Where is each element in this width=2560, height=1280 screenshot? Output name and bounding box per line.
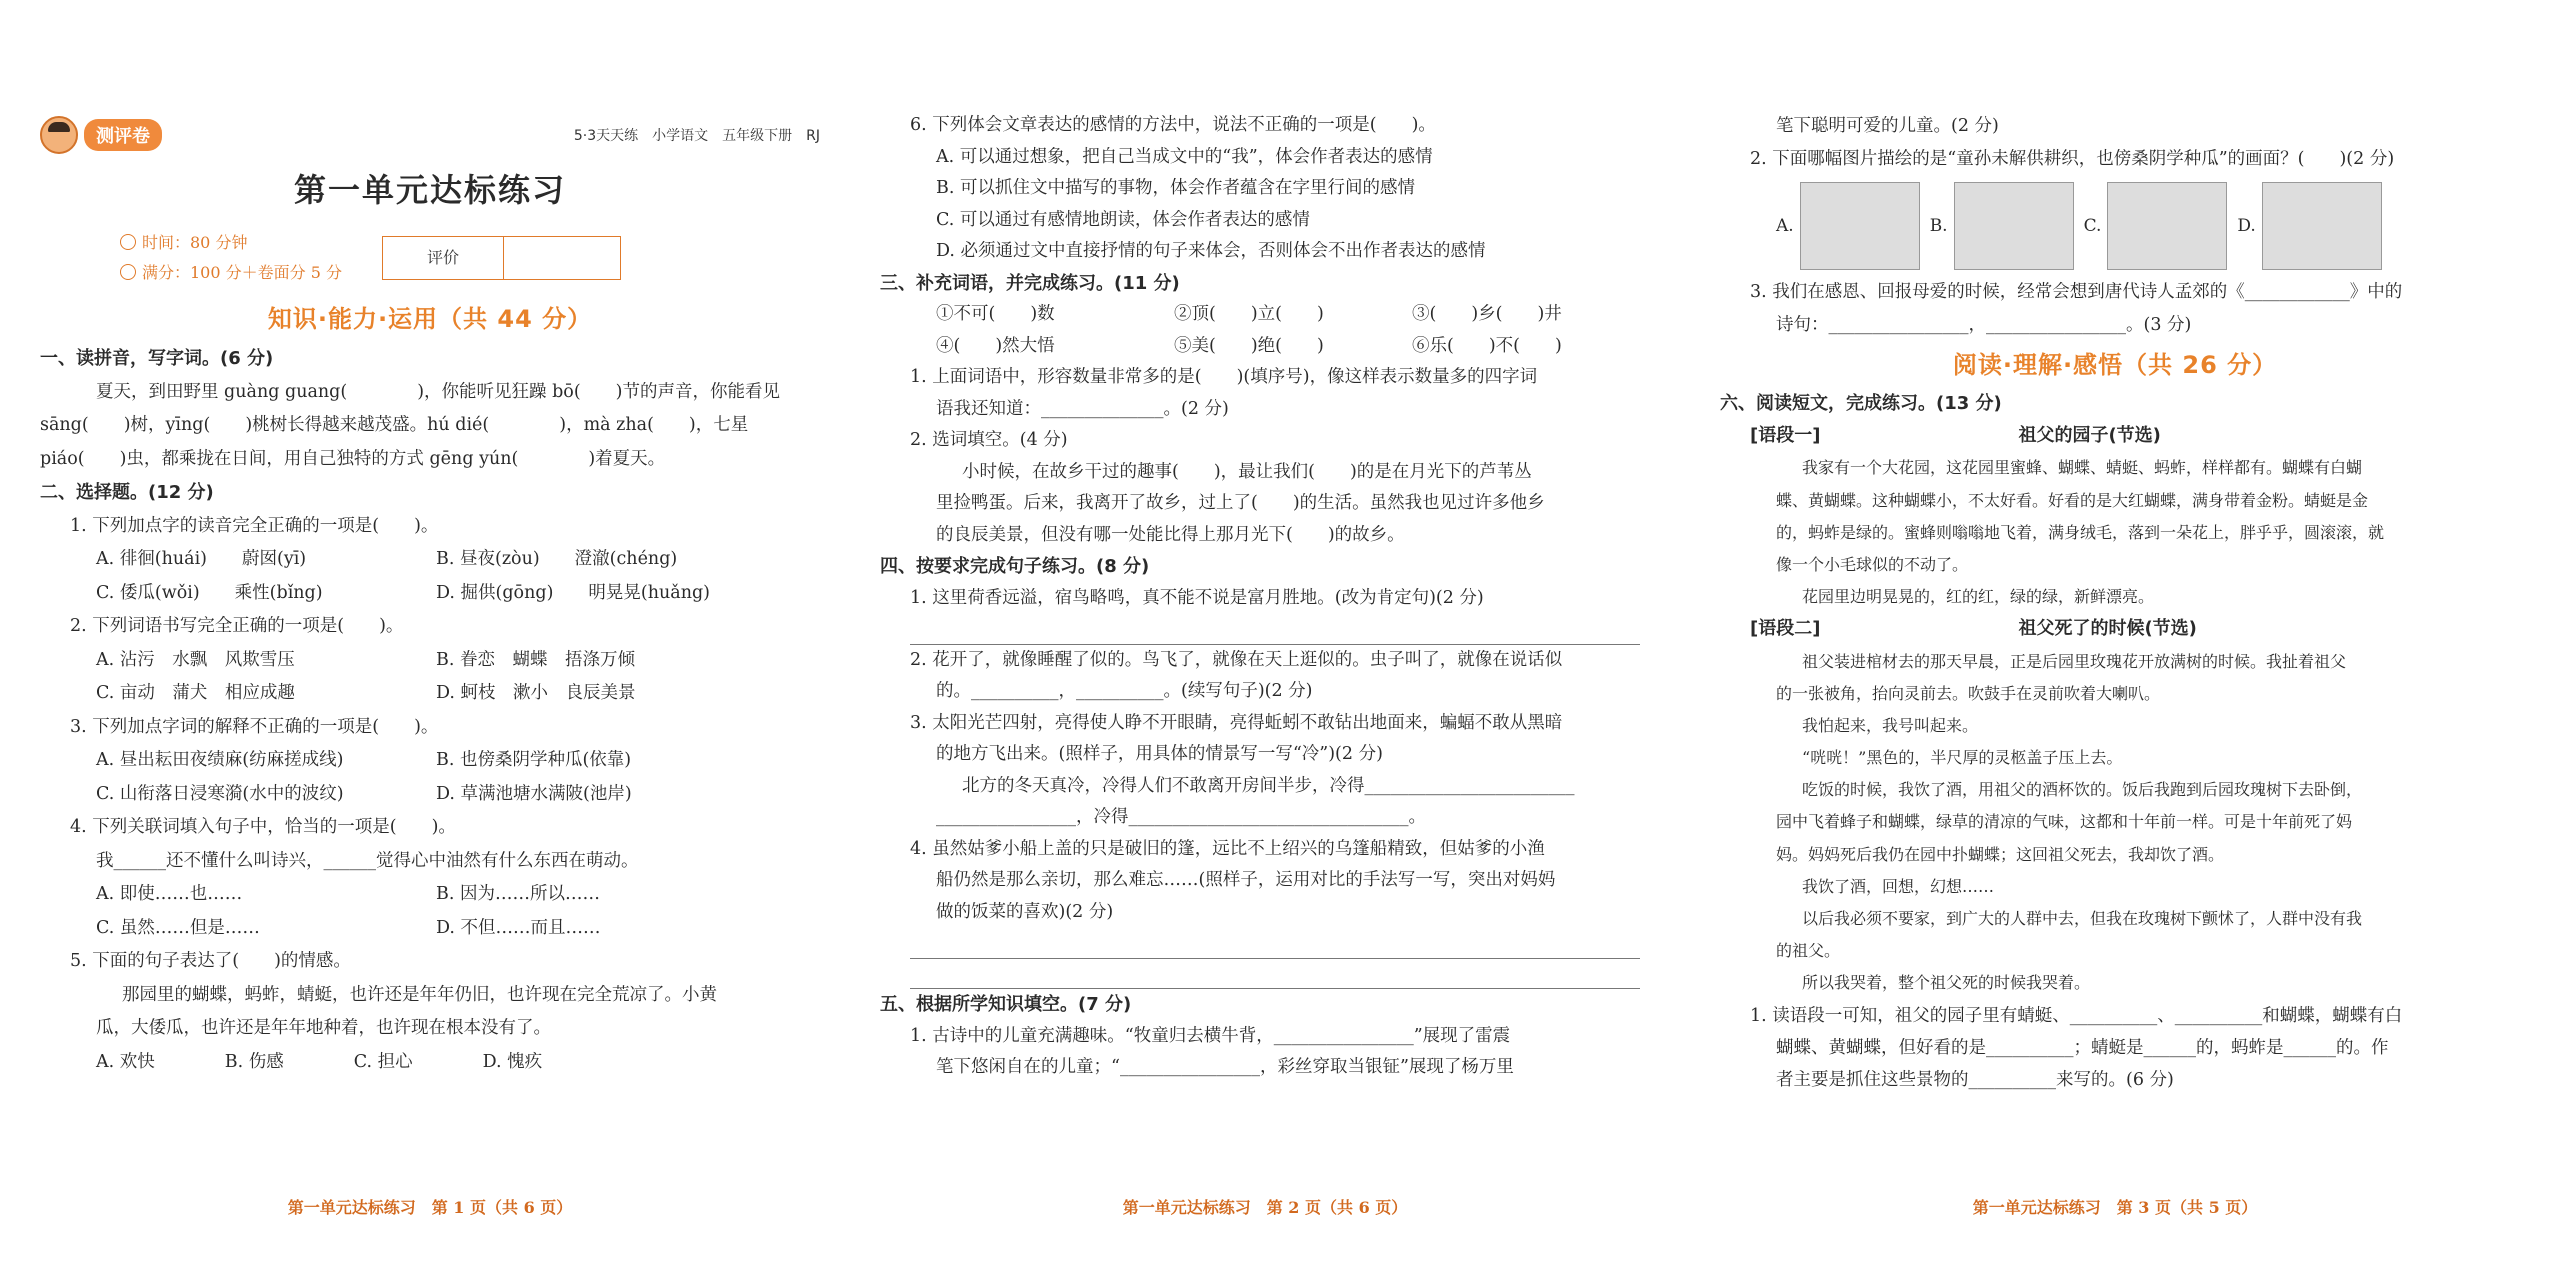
text-line: C. 可以通过有感情地朗读，体会作者表达的感情	[936, 209, 1310, 230]
options-row	[40, 577, 820, 611]
page-1-footer: 第一单元达标练习 第 1 页（共 6 页）	[287, 1198, 573, 1217]
picture-option[interactable]	[2084, 182, 2228, 270]
clock-icon	[120, 234, 136, 250]
text-line: 祖父装进棺材去的那天早晨，正是后园里玫瑰花开放满树的时候。我扯着祖父	[1802, 651, 2347, 671]
option-item: C. 倭瓜(wǒi) 乘性(bǐng)	[96, 582, 323, 603]
text-line: 园中飞着蜂子和蝴蝶，绿草的清凉的气味，这都和十年前一样。可是十年前死了妈	[1776, 812, 2353, 832]
question-heading: [语段一] 祖父的园子(节选)	[1750, 425, 2161, 447]
picture-option-label: A.	[1776, 216, 1794, 236]
text-line: 我饮了酒，回想，幻想……	[1802, 876, 1995, 896]
text-line: B. 可以抓住文中描写的事物，体会作者蕴含在字里行间的感情	[936, 178, 1415, 198]
section-title-knowledge: 知识·能力·运用（共 44 分）	[267, 305, 593, 333]
answer-line[interactable]	[910, 614, 1640, 645]
text-line: 以后我必须不要家，到广大的人群中去，但我在玫瑰树下颤怵了，人群中没有我	[1802, 909, 2363, 928]
option-item: ③( )乡( )井	[1412, 304, 1562, 324]
text-line: 里捡鸭蛋。后来，我离开了故乡，过上了( )的生活。虽然我也见过许多他乡	[936, 493, 1545, 513]
check-icon	[120, 264, 136, 280]
text-line: 小时候，在故乡干过的趣事( )，最让我们( )的是在月光下的芦苇丛	[962, 461, 1532, 482]
text-line: 2. 下列词语书写完全正确的一项是( )。	[70, 616, 404, 636]
text-line: 瓜，大倭瓜，也许还是年年地种着，也许现在根本没有了。	[96, 1018, 551, 1038]
page-2-body	[880, 110, 1650, 1084]
text-line: sāng( )树，yīng( )桃树长得越来越茂盛。hú dié( )，mà zha( )，七星	[40, 415, 749, 435]
question-heading: 六、阅读短文，完成练习。(13 分)	[1720, 393, 2002, 414]
options-row	[40, 543, 820, 577]
text-line: 语我还知道：______________。(2 分)	[936, 398, 1229, 419]
page-3-footer: 第一单元达标练习 第 3 页（共 5 页）	[1972, 1198, 2258, 1217]
text-line: 笔下悠闲自在的儿童；“________________，彩丝穿取当银钲”展现了杨万里	[936, 1057, 1514, 1077]
question-heading: 五、根据所学知识填空。(7 分)	[880, 994, 1132, 1015]
text-line: 我______还不懂什么叫诗兴，______觉得心中油然有什么东西在萌动。	[96, 850, 639, 871]
question-heading: 二、选择题。(12 分)	[40, 482, 214, 503]
text-line: 的祖父。	[1776, 941, 1841, 961]
text-line: ________________，冷得________________________________。	[936, 807, 1426, 827]
options-row	[880, 331, 1650, 363]
text-line: 1. 这里荷香远溢，宿鸟略鸣，真不能不说是富月胜地。(改为肯定句)(2 分)	[910, 587, 1484, 608]
text-line: 3. 下列加点字词的解释不正确的一项是( )。	[70, 716, 439, 737]
text-line: 我家有一个大花园，这花园里蜜蜂、蝴蝶、蜻蜓、蚂蚱，样样都有。蝴蝶有白蝴	[1802, 458, 2363, 478]
text-line: 1. 古诗中的儿童充满趣味。“牧童归去横牛背，________________”展现了雷震	[910, 1025, 1511, 1046]
picture-option-label: B.	[1929, 216, 1948, 236]
text-line: 3. 太阳光芒四射，亮得使人睁不开眼睛，亮得蚯蚓不敢钻出地面来，蝙蝠不敢从黑暗	[910, 712, 1563, 733]
page-1	[40, 110, 820, 1220]
text-line: 诗句：________________，________________。(3 分)	[1776, 315, 2192, 335]
text-line: 做的饭菜的喜欢)(2 分)	[936, 901, 1114, 922]
option-item: C. 山衔落日浸寒漪(水中的波纹)	[96, 783, 344, 804]
badge-label: 测评卷	[84, 119, 162, 151]
option-item: C. 虽然……但是……	[96, 917, 260, 938]
picture-option[interactable]	[1930, 182, 2074, 270]
option-item: A. 昼出耘田夜绩麻(纺麻搓成线)	[96, 750, 344, 770]
options-row	[40, 912, 820, 946]
option-item: A. 即使……也……	[96, 884, 243, 904]
page-3-mid	[1720, 276, 2510, 342]
text-line: 6. 下列体会文章表达的感情的方法中，说法不正确的一项是( )。	[910, 115, 1436, 135]
option-item: D. 草满池塘水满陂(池岸)	[436, 783, 632, 804]
text-line: 的。__________，__________。(续写句子)(2 分)	[936, 681, 1313, 701]
text-line: A. 可以通过想象，把自己当成文中的“我”，体会作者表达的感情	[936, 146, 1433, 167]
score-text: 满分：100 分＋卷面分 5 分	[142, 263, 342, 282]
option-item: ①不可( )数	[936, 304, 1055, 324]
answer-line[interactable]	[910, 928, 1640, 959]
option-item: D. 掘供(gōng) 明晃晃(huǎng)	[436, 582, 711, 603]
page-1-header	[40, 110, 820, 160]
text-line: 北方的冬天真冷，冷得人们不敢离开房间半步，冷得________________________	[962, 775, 1575, 796]
illustration-icon	[2262, 182, 2382, 270]
girl-avatar-icon	[40, 116, 78, 154]
text-line: A. 欢快 B. 伤感 C. 担心 D. 愧疚	[96, 1051, 543, 1072]
page-2-footer: 第一单元达标练习 第 2 页（共 6 页）	[1122, 1198, 1408, 1217]
text-line: 的良辰美景，但没有哪一处能比得上那月光下( )的故乡。	[936, 524, 1405, 545]
text-line: 1. 上面词语中，形容数量非常多的是( )(填序号)，像这样表示数量多的四字词	[910, 367, 1538, 387]
text-line: D. 必须通过文中直接抒情的句子来体会，否则体会不出作者表达的感情	[936, 241, 1486, 261]
options-row	[40, 744, 820, 778]
options-row	[40, 677, 820, 711]
illustration-icon	[1954, 182, 2074, 270]
option-item: A. 沾污 水飘 风欺雪压	[96, 649, 295, 670]
eval-label: 评价	[383, 237, 504, 279]
option-item: ⑤美( )绝( )	[1174, 335, 1324, 356]
text-line: piáo( )虫，都乘拢在日间，用自己独特的方式 gēng yún( )着夏天。	[40, 448, 666, 469]
text-line: 所以我哭着，整个祖父死的时候我哭着。	[1802, 973, 2091, 993]
book-info: 5·3天天练 小学语文 五年级下册 RJ	[573, 128, 820, 144]
option-item: ④( )然大悟	[936, 335, 1055, 356]
text-line: 那园里的蝴蝶，蚂蚱，蜻蜓，也许还是年年仍旧，也许现在完全荒凉了。小黄	[122, 984, 717, 1005]
question-heading: 四、按要求完成句子练习。(8 分)	[880, 556, 1150, 577]
option-item: B. 也傍桑阴学种瓜(依靠)	[436, 750, 632, 770]
illustration-icon	[2107, 182, 2227, 270]
text-line: 笔下聪明可爱的儿童。(2 分)	[1776, 116, 1999, 136]
text-line: 5. 下面的句子表达了( )的情感。	[70, 951, 351, 971]
options-row	[40, 644, 820, 678]
text-line: 3. 我们在感恩、回报母爱的时候，经常会想到唐代诗人孟郊的《____________》中的	[1750, 282, 2403, 302]
options-row	[40, 878, 820, 912]
text-line: 2. 花开了，就像睡醒了似的。鸟飞了，就像在天上逛似的。虫子叫了，就像在说话似	[910, 649, 1563, 670]
option-item: B. 因为……所以……	[436, 884, 600, 904]
page-2	[880, 110, 1650, 1220]
text-line: 1. 下列加点字的读音完全正确的一项是( )。	[70, 515, 439, 536]
text-line: “咣咣！”黑色的，半尺厚的灵柩盖子压上去。	[1802, 748, 2123, 768]
answer-line[interactable]	[910, 959, 1640, 990]
text-line: 船仍然是那么亲切，那么难忘……(照样子，运用对比的手法写一写，突出对妈妈	[936, 870, 1556, 890]
page-3	[1720, 110, 2510, 1220]
page-3-top	[1720, 110, 2510, 176]
badge	[40, 116, 162, 154]
text-line: 者主要是抓住这些景物的__________来写的。(6 分)	[1776, 1069, 2174, 1090]
picture-options	[1720, 176, 2510, 276]
text-line: 吃饭的时候，我饮了酒，用祖父的酒杯饮的。饭后我跑到后园玫瑰树下去卧倒，	[1802, 780, 2363, 800]
options-row	[40, 778, 820, 812]
option-item: ②顶( )立( )	[1174, 304, 1324, 324]
option-item: C. 亩动 蒲犬 相应成趣	[96, 683, 295, 703]
text-line: 4. 下列关联词填入句子中，恰当的一项是( )。	[70, 817, 456, 837]
section-title-reading: 阅读·理解·感悟（共 26 分）	[1952, 351, 2278, 379]
question-heading: 三、补充词语，并完成练习。(11 分)	[880, 272, 1180, 294]
text-line: 蝴蝶、黄蝴蝶，但好看的是__________；蜻蜓是______的，蚂蚱是______的。作	[1776, 1037, 2389, 1058]
eval-box	[382, 236, 621, 280]
text-line: 的地方飞出来。(照样子，用具体的情景写一写“冷”)(2 分)	[936, 744, 1383, 764]
options-row	[880, 299, 1650, 331]
text-line: 1. 读语段一可知，祖父的园子里有蜻蜓、__________、__________和蝴蝶，蝴蝶有白	[1750, 1005, 2403, 1026]
question-heading: 一、读拼音，写字词。(6 分)	[40, 348, 274, 369]
eval-field[interactable]	[504, 237, 620, 279]
question-heading: [语段二] 祖父死了的时候(节选)	[1750, 618, 2197, 640]
page-1-body	[40, 342, 820, 1079]
picture-option[interactable]	[1776, 182, 1920, 270]
option-item: ⑥乐( )不( )	[1412, 335, 1562, 356]
page-title: 第一单元达标练习	[293, 171, 566, 209]
text-line: 4. 虽然姑爹小船上盖的只是破旧的篷，远比不上绍兴的乌篷船精致，但姑爹的小渔	[910, 838, 1545, 859]
illustration-icon	[1800, 182, 1920, 270]
text-line: 妈。妈妈死后我仍在园中扑蝴蝶；这回祖父死去，我却饮了酒。	[1776, 844, 2225, 864]
time-text: 时间：80 分钟	[142, 233, 248, 252]
option-item: A. 徘徊(huái) 蔚囡(yī)	[96, 549, 307, 569]
text-line: 我怕起来，我号叫起来。	[1802, 715, 1979, 735]
text-line: 夏天，到田野里 guàng guang( )，你能听见狂躁 bō( )节的声音，你能看见	[96, 381, 780, 402]
option-item: D. 不但……而且……	[436, 917, 601, 938]
text-line: 蝶、黄蝴蝶。这种蝴蝶小，不太好看。好看的是大红蝴蝶，满身带着金粉。蜻蜓是金	[1776, 490, 2369, 510]
picture-option-label: D.	[2237, 216, 2256, 236]
text-line: 花园里边明晃晃的，红的红，绿的绿，新鲜漂亮。	[1802, 587, 2155, 607]
picture-option-label: C.	[2083, 216, 2102, 236]
text-line: 的一张被角，抬向灵前去。吹鼓手在灵前吹着大喇叭。	[1776, 683, 2161, 703]
exam-meta	[40, 220, 820, 296]
text-line: 像一个小毛球似的不动了。	[1776, 554, 1969, 574]
text-line: 2. 选词填空。(4 分)	[910, 430, 1068, 450]
picture-option[interactable]	[2237, 182, 2381, 270]
option-item: D. 蚵枝 漱小 良辰美景	[436, 683, 636, 703]
option-item: B. 昼夜(zòu) 澄澈(chéng)	[436, 549, 678, 569]
text-line: 的，蚂蚱是绿的。蜜蜂则嗡嗡地飞着，满身绒毛，落到一朵花上，胖乎乎，圆滚滚，就	[1776, 522, 2385, 542]
page-3-body	[1720, 388, 2510, 1096]
option-item: B. 眷恋 蝴蝶 捂涤万倾	[436, 649, 635, 670]
text-line: 2. 下面哪幅图片描绘的是“童孙未解供耕织，也傍桑阴学种瓜”的画面？( )(2 分)	[1750, 149, 2395, 169]
